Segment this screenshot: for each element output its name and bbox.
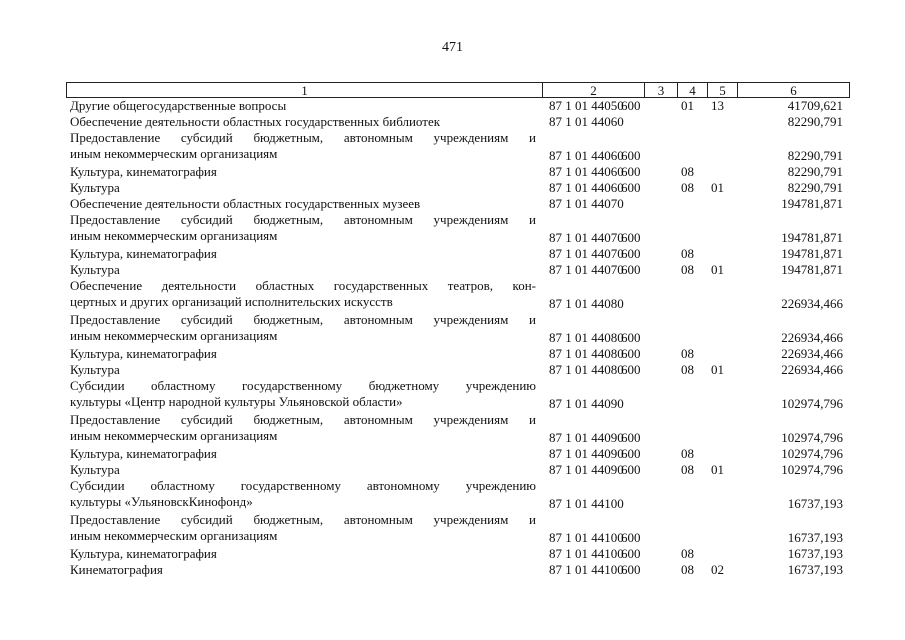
- table-row: [0, 412, 905, 446]
- header-col-6: 6: [737, 83, 849, 97]
- row-code: 87 1 01 44090: [549, 430, 624, 445]
- row-name-line: Субсидии областному государственному бюджетному учреждению: [70, 378, 536, 393]
- row-code: 87 1 01 44080: [549, 296, 624, 311]
- row-code: 87 1 01 44090: [549, 462, 624, 477]
- table-row: [0, 312, 905, 346]
- row-name: [70, 262, 536, 278]
- row-col-5: 01: [711, 462, 724, 477]
- page-number: 471: [442, 40, 463, 55]
- row-code: 87 1 01 44080: [549, 330, 624, 345]
- row-code: 87 1 01 44070: [549, 262, 624, 277]
- row-name-line: Культура, кинематография: [70, 446, 217, 461]
- row-amount: 226934,466: [781, 362, 843, 377]
- row-col-4: 08: [681, 346, 694, 361]
- row-name: [70, 378, 536, 410]
- table-row: [0, 378, 905, 412]
- row-name: [70, 446, 536, 462]
- row-code: 87 1 01 44090: [549, 396, 624, 411]
- row-name: [70, 546, 536, 562]
- row-name: [70, 98, 536, 114]
- row-col-4: 01: [681, 98, 694, 113]
- row-name: [70, 130, 536, 162]
- row-code: 87 1 01 44100: [549, 562, 624, 577]
- row-amount: 226934,466: [781, 346, 843, 361]
- row-col-3: 600: [621, 180, 641, 195]
- row-name-line: Другие общегосударственные вопросы: [70, 98, 287, 113]
- header-col-4: 4: [677, 83, 707, 97]
- row-name-line: Предоставление субсидий бюджетным, автономным учреждениям и: [70, 312, 536, 327]
- row-col-3: 600: [621, 98, 641, 113]
- row-name-line: Обеспечение деятельности областных государственных библиотек: [70, 114, 441, 129]
- row-col-3: 600: [621, 346, 641, 361]
- row-name-line: Культура: [70, 462, 120, 477]
- table-body: [0, 98, 905, 578]
- row-col-3: 600: [621, 546, 641, 561]
- row-amount: 194781,871: [781, 230, 843, 245]
- row-name: [70, 562, 536, 578]
- row-name: [70, 412, 536, 444]
- row-name-line: Субсидии областному государственному автономному учреждению: [70, 478, 536, 493]
- row-name-line: иным некоммерческим организациям: [70, 428, 278, 443]
- row-amount: 82290,791: [787, 148, 843, 163]
- row-col-4: 08: [681, 262, 694, 277]
- row-name-line: Обеспечение деятельности областных государственных театров, кон-: [70, 278, 536, 293]
- row-col-5: 01: [711, 362, 724, 377]
- table-row: [0, 362, 905, 378]
- row-col-5: 01: [711, 262, 724, 277]
- row-col-5: 13: [711, 98, 724, 113]
- table-row: [0, 562, 905, 578]
- row-amount: 16737,193: [787, 530, 843, 545]
- row-code: 87 1 01 44060: [549, 114, 624, 129]
- row-amount: 82290,791: [787, 180, 843, 195]
- row-amount: 194781,871: [781, 246, 843, 261]
- table-row: [0, 262, 905, 278]
- row-code: 87 1 01 44090: [549, 446, 624, 461]
- row-name: [70, 114, 536, 130]
- table-row: [0, 546, 905, 562]
- row-amount: 41709,621: [787, 98, 843, 113]
- row-amount: 82290,791: [787, 114, 843, 129]
- row-col-3: 600: [621, 562, 641, 577]
- row-name-line: Культура: [70, 180, 120, 195]
- row-code: 87 1 01 44100: [549, 496, 624, 511]
- table-row: [0, 512, 905, 546]
- row-name-line: Предоставление субсидий бюджетным, автономным учреждениям и: [70, 130, 536, 145]
- row-name-line: иным некоммерческим организациям: [70, 328, 278, 343]
- row-amount: 16737,193: [787, 496, 843, 511]
- table-row: [0, 164, 905, 180]
- row-code: 87 1 01 44060: [549, 180, 624, 195]
- row-amount: 226934,466: [781, 296, 843, 311]
- row-col-4: 08: [681, 362, 694, 377]
- header-col-3: 3: [644, 83, 677, 97]
- header-col-5: 5: [707, 83, 737, 97]
- row-amount: 102974,796: [781, 462, 843, 477]
- header-col-2: 2: [542, 83, 644, 97]
- table-row: [0, 180, 905, 196]
- row-col-4: 08: [681, 446, 694, 461]
- row-col-4: 08: [681, 180, 694, 195]
- row-code: 87 1 01 44050: [549, 98, 624, 113]
- row-code: 87 1 01 44060: [549, 148, 624, 163]
- row-col-4: 08: [681, 462, 694, 477]
- row-col-4: 08: [681, 546, 694, 561]
- row-name: [70, 362, 536, 378]
- row-col-3: 600: [621, 148, 641, 163]
- row-name-line: Предоставление субсидий бюджетным, автономным учреждениям и: [70, 212, 536, 227]
- row-amount: 102974,796: [781, 396, 843, 411]
- row-name: [70, 278, 536, 310]
- row-name-line: цертных и других организаций исполнительских искусств: [70, 294, 393, 309]
- row-name-line: Обеспечение деятельности областных государственных музеев: [70, 196, 421, 211]
- row-col-4: 08: [681, 164, 694, 179]
- row-name: [70, 196, 536, 212]
- row-amount: 102974,796: [781, 446, 843, 461]
- row-name-line: Предоставление субсидий бюджетным, автономным учреждениям и: [70, 412, 536, 427]
- row-col-3: 600: [621, 430, 641, 445]
- table-row: [0, 278, 905, 312]
- row-name-line: Культура, кинематография: [70, 246, 217, 261]
- row-amount: 226934,466: [781, 330, 843, 345]
- table-row: [0, 462, 905, 478]
- row-col-3: 600: [621, 446, 641, 461]
- row-name-line: Кинематография: [70, 562, 163, 577]
- table-row: [0, 212, 905, 246]
- row-col-3: 600: [621, 246, 641, 261]
- row-col-5: 02: [711, 562, 724, 577]
- row-amount: 16737,193: [787, 546, 843, 561]
- row-amount: 194781,871: [781, 262, 843, 277]
- table-row: [0, 446, 905, 462]
- row-col-5: 01: [711, 180, 724, 195]
- row-col-3: 600: [621, 362, 641, 377]
- table-row: [0, 478, 905, 512]
- row-amount: 16737,193: [787, 562, 843, 577]
- row-name: [70, 312, 536, 344]
- row-name: [70, 462, 536, 478]
- row-code: 87 1 01 44100: [549, 546, 624, 561]
- row-code: 87 1 01 44070: [549, 230, 624, 245]
- table-row: [0, 196, 905, 212]
- row-amount: 102974,796: [781, 430, 843, 445]
- row-code: 87 1 01 44080: [549, 362, 624, 377]
- row-amount: 194781,871: [781, 196, 843, 211]
- header-col-1: 1: [301, 83, 308, 98]
- row-name: [70, 212, 536, 244]
- row-name-line: культуры «УльяновскКинофонд»: [70, 494, 253, 509]
- row-name: [70, 246, 536, 262]
- row-col-3: 600: [621, 164, 641, 179]
- row-col-3: 600: [621, 230, 641, 245]
- row-name-line: Культура: [70, 262, 120, 277]
- row-name-line: иным некоммерческим организациям: [70, 228, 278, 243]
- row-name-line: Культура, кинематография: [70, 546, 217, 561]
- row-col-3: 600: [621, 462, 641, 477]
- row-code: 87 1 01 44060: [549, 164, 624, 179]
- row-col-3: 600: [621, 262, 641, 277]
- row-name: [70, 346, 536, 362]
- row-name-line: Культура: [70, 362, 120, 377]
- row-name-line: иным некоммерческим организациям: [70, 146, 278, 161]
- table-row: [0, 346, 905, 362]
- row-col-4: 08: [681, 562, 694, 577]
- table-row: [0, 98, 905, 114]
- row-col-3: 600: [621, 530, 641, 545]
- row-name-line: Культура, кинематография: [70, 164, 217, 179]
- row-code: 87 1 01 44070: [549, 246, 624, 261]
- row-name-line: культуры «Центр народной культуры Ульяновской области»: [70, 394, 403, 409]
- row-name: [70, 512, 536, 544]
- row-name-line: Культура, кинематография: [70, 346, 217, 361]
- row-name: [70, 164, 536, 180]
- row-amount: 82290,791: [787, 164, 843, 179]
- row-col-4: 08: [681, 246, 694, 261]
- row-name-line: Предоставление субсидий бюджетным, автономным учреждениям и: [70, 512, 536, 527]
- table-row: [0, 246, 905, 262]
- row-col-3: 600: [621, 330, 641, 345]
- row-code: 87 1 01 44100: [549, 530, 624, 545]
- row-name-line: иным некоммерческим организациям: [70, 528, 278, 543]
- table-row: [0, 130, 905, 164]
- row-code: 87 1 01 44080: [549, 346, 624, 361]
- row-code: 87 1 01 44070: [549, 196, 624, 211]
- row-name: [70, 180, 536, 196]
- table-header: [66, 82, 850, 98]
- row-name: [70, 478, 536, 510]
- table-row: [0, 114, 905, 130]
